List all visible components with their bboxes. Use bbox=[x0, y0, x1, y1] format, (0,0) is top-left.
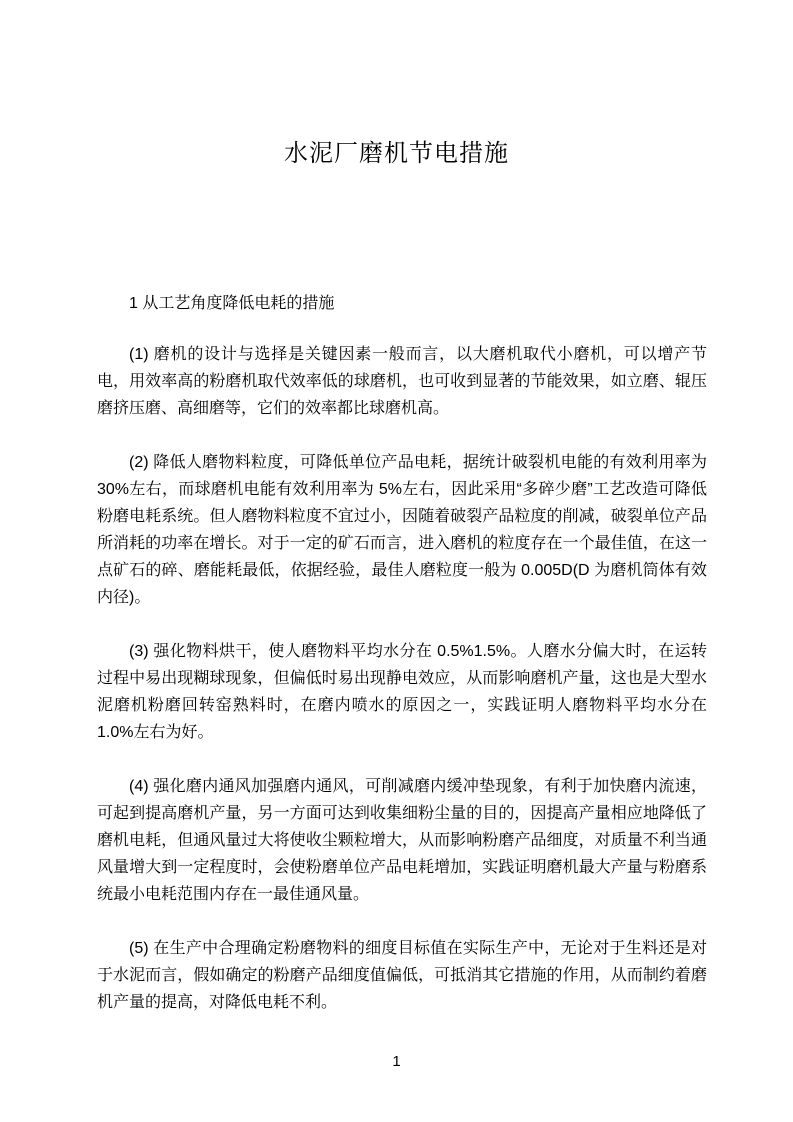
paragraph-3: (3) 强化物料烘干，使人磨物料平均水分在 0.5%1.5%。人磨水分偏大时，在运转过程中易出现糊球现象，但偏低时易出现静电效应，从而影响磨机产量，这也是大型水泥磨机粉磨回转窑熟料时，在磨内喷水的原因之一，实践证明人磨物料平均水分在 1.0%左右为好。 bbox=[97, 643, 707, 741]
paragraph-2: (2) 降低人磨物料粒度，可降低单位产品电耗，据统计破裂机电能的有效利用率为 30%左右，而球磨机电能有效利用率为 5%左右，因此采用“多碎少磨”工艺改造可降低粉磨电耗系统。但人磨物料粒度不宜过小，因随着破裂产品粒度的削减，破裂单位产品所消耗的功率在增长。对于一定的矿石而言，进入磨机的粒度存在一个最佳值，在这一点矿石的碎、磨能耗最低，依据经验，最佳人磨粒度一般为 0.005D(D 为磨机筒体有效内径)。 bbox=[97, 454, 707, 606]
page-number: 1 bbox=[392, 1053, 401, 1070]
section-heading: 1 从工艺角度降低电耗的措施 bbox=[129, 295, 335, 312]
document-title: 水泥厂磨机节电措施 bbox=[284, 140, 509, 167]
paragraph-1: (1) 磨机的设计与选择是关键因素一般而言，以大磨机取代小磨机，可以增产节电，用效率高的粉磨机取代效率低的球磨机，也可收到显著的节能效果，如立磨、辊压磨挤压磨、高细磨等，它们的效率都比球磨机高。 bbox=[97, 346, 707, 417]
paragraph-4: (4) 强化磨内通风加强磨内通风，可削减磨内缓冲垫现象，有利于加快磨内流速，可起到提高磨机产量，另一方面可达到收集细粉尘量的目的，因提高产量相应地降低了磨机电耗，但通风量过大将使收尘颗粒增大，从而影响粉磨产品细度，对质量不利当通风量增大到一定程度时，会使粉磨单位产品电耗增加，实践证明磨机最大产量与粉磨系统最小电耗范围内存在一最佳通风量。 bbox=[97, 778, 707, 903]
paragraph-5: (5) 在生产中合理确定粉磨物料的细度目标值在实际生产中，无论对于生料还是对于水泥而言，假如确定的粉磨产品细度值偏低，可抵消其它措施的作用，从而制约着磨机产量的提高，对降低电耗不利。 bbox=[97, 940, 707, 1011]
document-body bbox=[97, 290, 707, 1016]
